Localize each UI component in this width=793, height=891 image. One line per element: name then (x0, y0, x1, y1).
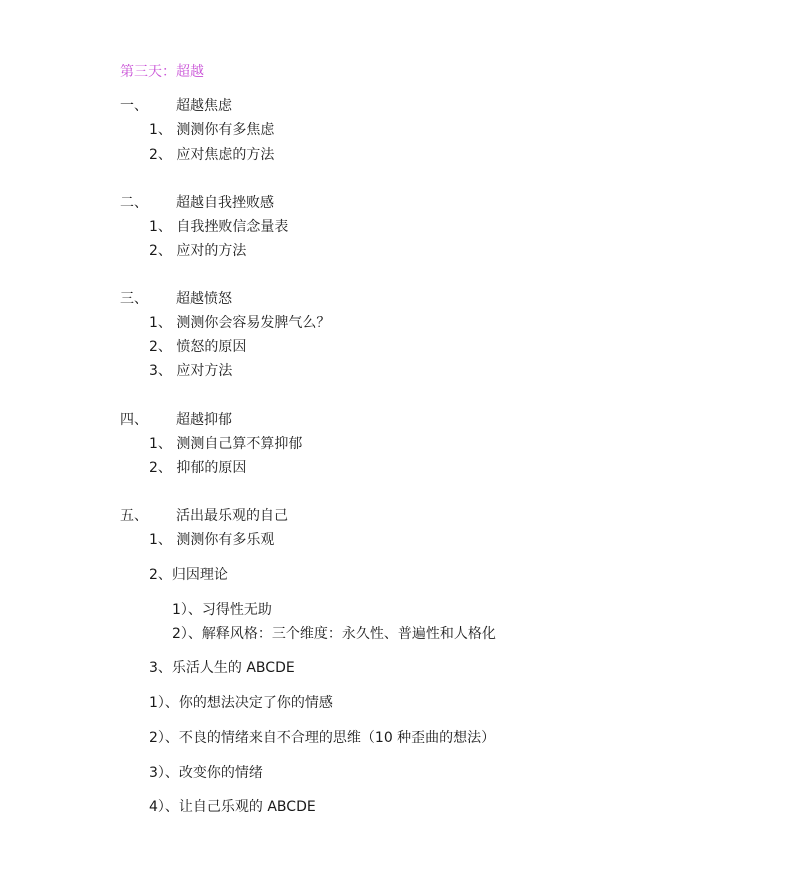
list-item: 2、 应对焦虑的方法 (149, 147, 275, 163)
list-item: 2、 应对的方法 (149, 243, 247, 259)
section-number: 五、 (120, 508, 148, 524)
page-title: 第三天：超越 (120, 64, 204, 80)
list-item: 1、 测测自己算不算抑郁 (149, 436, 303, 452)
section-number: 三、 (120, 291, 148, 307)
section-title: 超越愤怒 (176, 291, 232, 307)
list-item: 4）、让自己乐观的 ABCDE (149, 799, 316, 815)
section-heading-2 (120, 194, 274, 212)
section-number: 二、 (120, 195, 148, 211)
list-item: 3）、改变你的情绪 (149, 765, 263, 781)
section-title: 超越抑郁 (176, 412, 232, 428)
section-title: 超越焦虑 (176, 98, 232, 114)
section-heading-5 (120, 507, 288, 525)
list-item: 1、 测测你有多焦虑 (149, 122, 275, 138)
list-item: 1、 自我挫败信念量表 (149, 219, 289, 235)
list-item: 3、 应对方法 (149, 363, 233, 379)
section-heading-3 (120, 290, 232, 308)
section-number: 一、 (120, 98, 148, 114)
list-item: 2）、解释风格：三个维度：永久性、普遍性和人格化 (172, 626, 496, 642)
section-heading-1 (120, 97, 232, 115)
list-item: 2）、不良的情绪来自不合理的思维（10 种歪曲的想法） (149, 730, 496, 746)
list-item: 1）、你的想法决定了你的情感 (149, 695, 333, 711)
section-title: 超越自我挫败感 (176, 195, 274, 211)
list-item: 1、 测测你会容易发脾气么？ (149, 315, 331, 331)
section-title: 活出最乐观的自己 (176, 508, 288, 524)
section-heading-4 (120, 411, 232, 429)
list-item: 1、 测测你有多乐观 (149, 532, 275, 548)
list-item: 2、 抑郁的原因 (149, 460, 247, 476)
list-item: 2、归因理论 (149, 567, 228, 583)
list-item: 2、 愤怒的原因 (149, 339, 247, 355)
list-item: 1）、习得性无助 (172, 602, 272, 618)
section-number: 四、 (120, 412, 148, 428)
list-item: 3、乐活人生的 ABCDE (149, 660, 295, 676)
